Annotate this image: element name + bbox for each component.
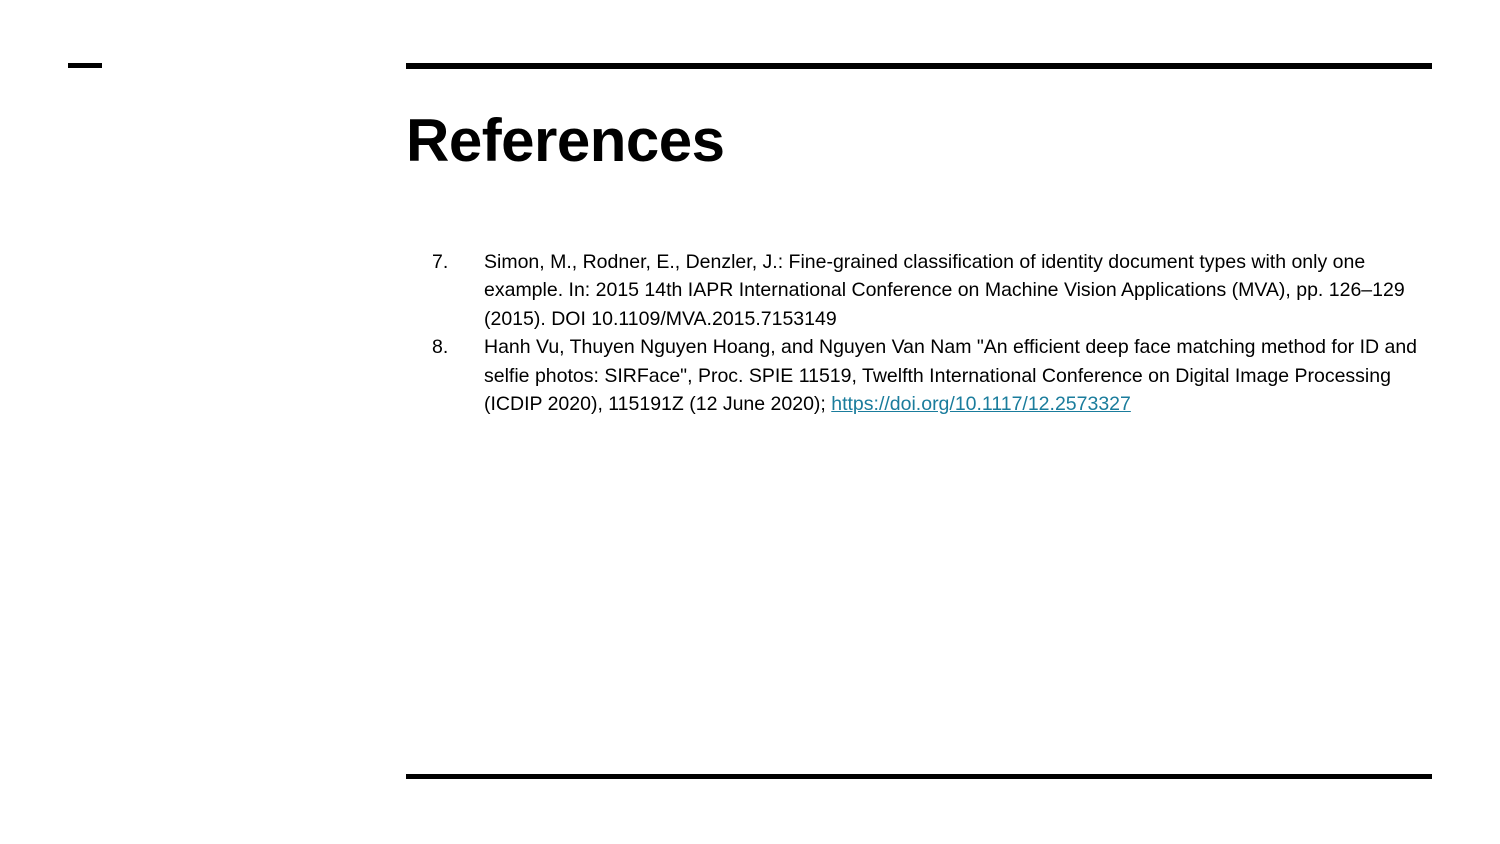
- list-item: [406, 248, 1432, 333]
- list-item-number: 8.: [432, 336, 449, 359]
- list-item: [406, 333, 1432, 418]
- list-item-text: [484, 248, 1432, 333]
- doi-link[interactable]: https://doi.org/10.1117/12.2573327: [831, 393, 1131, 416]
- references-list: [406, 248, 1432, 418]
- page-title: References: [406, 107, 725, 174]
- reference-body: Hanh Vu, Thuyen Nguyen Hoang, and Nguyen Van Nam "An efficient deep face matching method for ID and selfie photos: SIRFace", Proc. SPIE 11519, Twelfth International Conference on Digital Image Processing (ICDIP 2020), 115191Z (12 June 2020);: [484, 336, 1418, 416]
- list-item-number: 7.: [432, 251, 449, 273]
- reference-body: Simon, M., Rodner, E., Denzler, J.: Fine-grained classification of identity document types with only one example. In: 2015 14th IAPR International Conference on Machine Vision Applications (MVA), pp. 126–129 (2015). DOI 10.1109/MVA.2015.7153149: [484, 251, 1405, 330]
- list-item-text: [484, 333, 1432, 418]
- top-divider: [406, 63, 1432, 69]
- bottom-divider: [406, 774, 1432, 779]
- corner-dash-decoration: [68, 63, 102, 68]
